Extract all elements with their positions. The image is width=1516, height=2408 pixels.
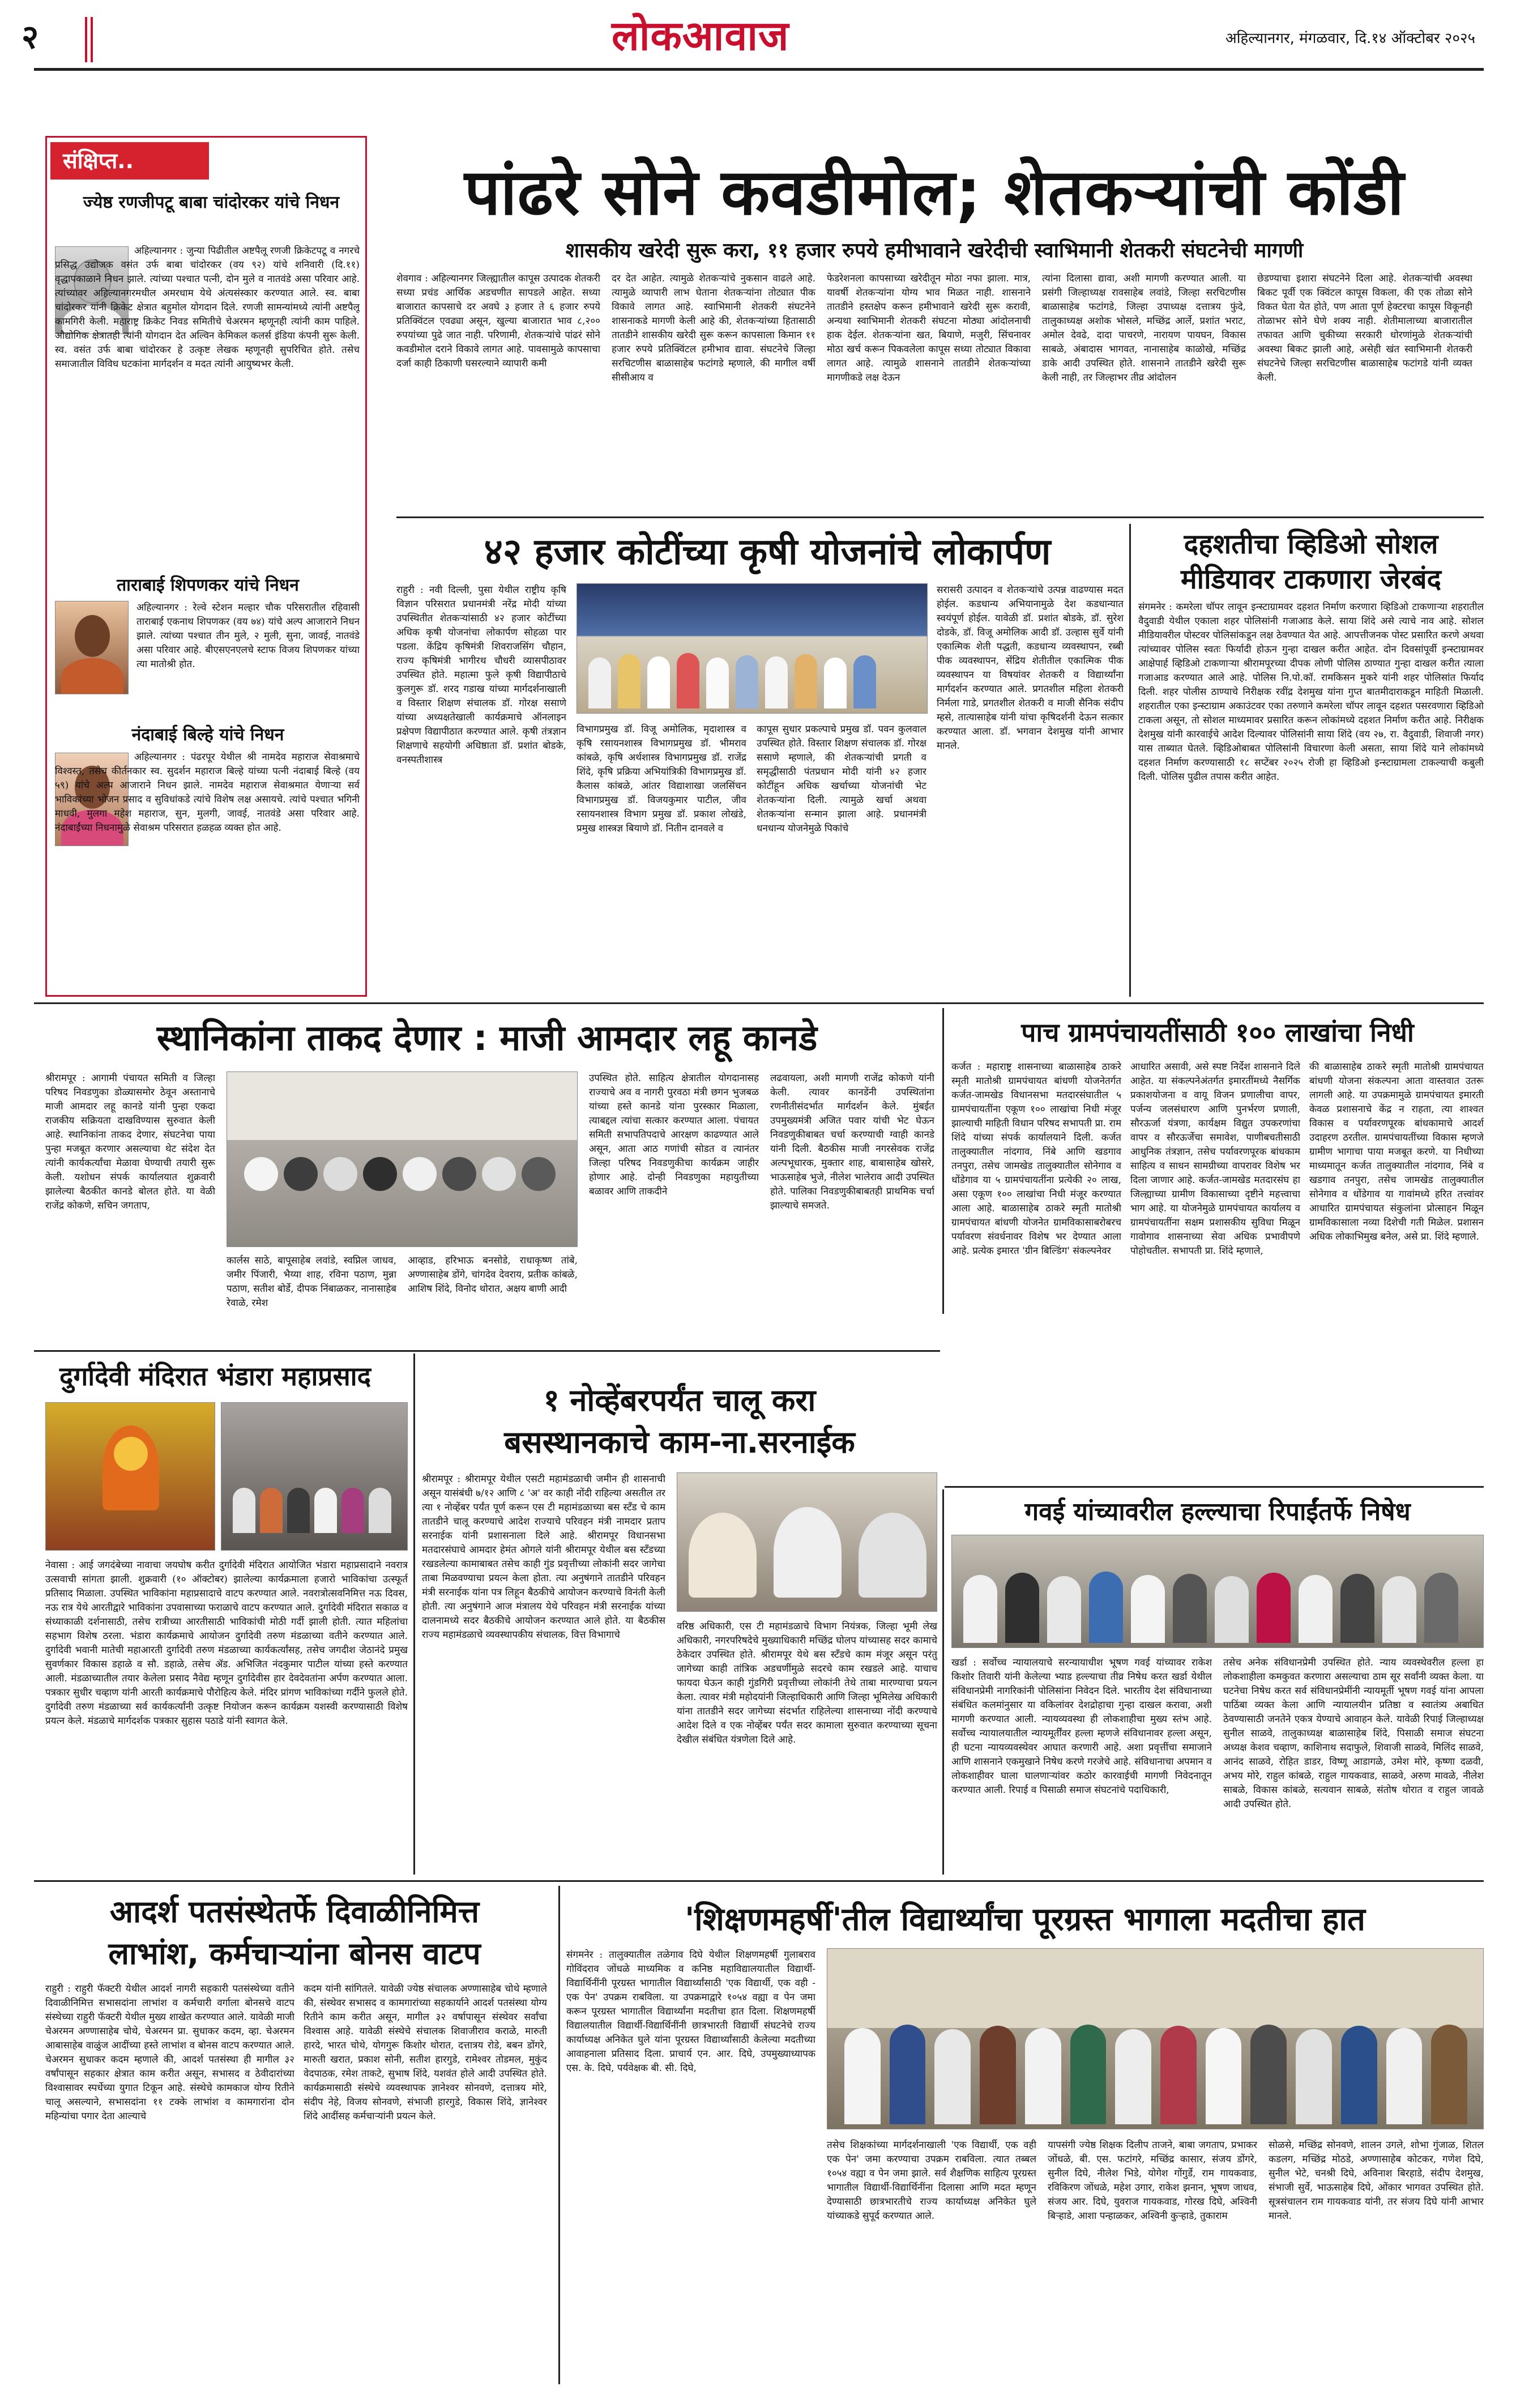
bus-photo [677,1472,937,1612]
durgadevi-photo-left [45,1402,215,1551]
krushi-col-4: सरासरी उत्पादन व शेतकऱ्यांचे उत्पन्न वाढण्यास मदत होईल. कडधान्य अभियानामुळे देश कडधान्यात स्वयंपूर्ण होईल. यावेळी डॉ. प्रशांत बोडके, डॉ. सुरेश दोडके, डॉ. विजू अमोलिक आदी डॉ. उल्हास सुर्वे यांनी एकात्मिक शेती पद्धती, कडधान्य व्यवस्थापन, रब्बी पीक व्यवस्थापन, सेंद्रिय शेतीतील एकात्मिक पीक व्यवस्थापन या विषयांवर शेतकरी व विद्यार्थ्यांना मार्गदर्शन करण्यात आले. प्रगतशील महिला शेतकरी निर्मला गाडे, प्रगतशील शेतकरी व माजी सैनिक संदीप म्हसे, तात्यासाहेब यांनी यांचा कृषिदर्शनी देऊन सत्कार करण्यात आला. डॉ. भगवान देशमुख यांनी आभार मानले. [937,584,1124,752]
krushi-photo [576,583,928,714]
briefs-sidebar [45,136,367,997]
lead-col-2: दर देत आहेत. त्यामुळे शेतकऱ्यांचे नुकसान वाढले आहे. त्यामुळे व्यापारी लाभ घेताना शेतकऱ्यांना तोट्यात पीक विकावे लागत आहे. स्वाभिमानी शेतकरी संघटनेने शासनाकडे मागणी केली आहे की, शेतकऱ्यांच्या हितासाठी तातडीने शासकीय खरेदी सुरू करून कापसाला किमान ११ हजार रुपये प्रतिक्विंटल हमीभाव द्यावा. संघटनेचे जिल्हा सरचिटणीस बाळासाहेब फटांगडे म्हणाले, की मागील वर्षी सीसीआय व [612,273,815,383]
brief-3-heading: नंदाबाई बिल्हे यांचे निधन [131,725,284,745]
brief-1-heading: ज्येष्ठ रणजीपटू बाबा चांदोरकर यांचे निधन [83,193,340,212]
briefs-title: संक्षिप्त.. [50,142,209,180]
lead-col-4: त्यांना दिलासा द्यावा, अशी मागणी करण्यात आली. या प्रसंगी जिल्हाध्यक्ष रावसाहेब लवांडे, जिल्हा सरचिटणीस बाळासाहेब फटांगडे, जिल्हा उपाध्यक्ष दत्तात्रय फुंदे, तालुकाध्यक्ष अशोक भोसले, मच्छिंद्र आर्ले, प्रशांत भराट, अमोल देवढे, दादा पाचरणे, नारायण पायघन, विकास साबळे, अंबादास भागवत, नानासाहेब काळोखे, मच्छिंद्र डाके आदी उपस्थित होते. शासनाने तातडीने खरेदी सुरू केली नाही, तर जिल्हाभर तीव्र आंदोलन [1042,273,1246,383]
durgadevi-photo-right [221,1402,408,1551]
kande-col-5: लढवायला, अशी मागणी राजेंद्र कोकणे यांनी केली. त्यावर कानडेंनी उपस्थितांना रणनीतीसंदर्भात मार्गदर्शन केले. मुंबईत उपमुख्यमंत्री अजित पवार यांची भेट घेऊन निवडणुकीबाबत चर्चा करण्याची ग्वाही कानडे यांनी दिली. बैठकीस माजी नगरसेवक राजेंद्र अल्पभूधारक, मुक्तार शाह, बाबासाहेब खोसरे, भाऊसाहेब भुजे, नीलेश भालेराव आदी उपस्थित होते. पालिका निवडणुकीबाबतही प्राथमिक चर्चा झाल्याचे समजते. [770,1073,934,1211]
krushi-col-3: कापूस सुधार प्रकल्पाचे प्रमुख डॉ. पवन कुलवाल उपस्थित होते. विस्तार शिक्षण संचालक डॉ. गोरक्ष ससाणे म्हणाले, की शेतकऱ्यांची प्रगती व समृद्धीसाठी पंतप्रधान मोदी यांनी ४२ हजार कोटींहून अधिक खर्चाच्या योजनांची भेट शेतकऱ्यांना दिली. त्यामुळे खर्चा अथवा शेतकऱ्यांना सन्मान झाला आहे. प्रधानमंत्री धनधान्य योजनेमुळे पिकांचे [757,724,926,834]
rule-above-gavai [945,1486,1484,1488]
gram-col-1: कर्जत : महाराष्ट्र शासनाच्या बाळासाहेब ठाकरे स्मृती मातोश्री ग्रामपंचायत बांधणी योजनेतर्गत कर्जत-जामखेड विधानसभा मतदारसंघातील ५ ग्रामपंचायतींना एकूण १०० लाखांचा निधी मंजूर झाल्याची माहिती विधान परिषद सभापती प्रा. राम शिंदे यांच्या संपर्क कार्यालयाने दिली. कर्जत तालुक्यातील नांदगाव, निंबे आणि खडगाव तनपुरा, तसेच जामखेड तालुक्यातील सोनेगाव व धोंडेगाव या ५ ग्रामपंचायतींना प्रत्येकी २० लाख, असा एकूण १०० लाखांचा निधी मंजूर करण्यात आला आहे. बाळासाहेब ठाकरे स्मृती मातोश्री ग्रामपंचायत बांधणी योजनेत ग्रामविकासाबरोबरच पर्यावरण संवर्धनावर विशेष भर देण्यात आला आहे. प्रत्येक इमारत 'ग्रीन बिल्डिंग' संकल्पनेवर [951,1061,1121,1257]
bus-col-2: वरिष्ठ अधिकारी, एस टी महामंडळाचे विभाग नियंत्रक, जिल्हा भूमी लेख अधिकारी, नगरपरिषदेचे मुख्याधिकारी मच्छिंद्र घोलप यांच्यासह सदर कामाचे ठेकेदार उपस्थित होते. श्रीरामपूर येथे बस स्टँडचे काम मंजूर असून परंतु जागेच्या काही तांत्रिक अडचणींमुळे सदरचे काम रखडले आहे. याचाच फायदा घेऊन काही गुंडगिरी प्रवृत्तीच्या लोकांनी तेथे ताबा मारण्याचा प्रयत्न केला. त्यावर मंत्री महोदयांनी जिल्हाधिकारी आणि जिल्हा भूमिलेख अधिकारी यांना तातडीने सदर जागेच्या संदर्भात राहिलेल्या शासनाच्या नोंदी करण्याचे आदेश दिले व एक नोव्हेंबर पर्यंत सदर कामाला सुरुवात करण्याच्या सूचना देखील संबंधित यंत्रणेला दिले आहे. [677,1621,937,1745]
bus-col-1: श्रीरामपूर : श्रीरामपूर येथील एसटी महामंडळाची जमीन ही शासनाची असून यासंबंधी ७/१२ आणि ८ 'अ' वर काही नोंदी राहिल्या असतील तर त्या १ नोव्हेंबर पर्यंत पूर्ण करून एस टी महामंडळाच्या बस स्टँड चे काम तातडीने चालू करण्याचे आदेश राज्याचे परिवहन मंत्री नामदार प्रताप सरनाईक यांनी प्रशासनाला दिले आहे. श्रीरामपूर विधानसभा मतदारसंघाचे आमदार हेमंत ओगले यांनी श्रीरामपूर येथील बस स्टँडच्या रखडलेल्या कामाबाबत तसेच काही गुंड प्रवृत्तीच्या लोकांनी सदर जागेचा ताबा मिळवण्याचा प्रयत्न केला होता. त्या अनुषंगाने तातडीने परिवहन मंत्री सरनाईक यांना पत्र लिहून बैठकीचे आयोजन करण्याचे विनंती केली होती. त्या अनुषंगाने आज मंत्रालय येथे परिवहन मंत्री सरनाईक यांच्या दालनामध्ये सदर बैठकीचे आयोजन करण्यात आले होते. या बैठकीस राज्य महामंडळाचे व्यवस्थापकीय संचालक, वित्त विभागाचे [422,1474,665,1641]
lead-col-5: छेडण्याचा इशारा संघटनेने दिला आहे. शेतकऱ्यांची अवस्था बिकट पूर्वी एक क्विंटल कापूस विकला, की एक तोळा सोने विकत घेता येत होते, पण आता पूर्ण हेक्टरचा कापूस विकूनही तोळाभर सोने घेणे शक्य नाही. शेतीमालाच्या बाजारातील तफावत आणि चुकीच्या सरकारी धोरणांमुळे शेतकऱ्यांची अवस्था बिकट झाली आहे, असेही खंत स्वाभिमानी शेतकरी संघटनेचे जिल्हा सरचिटणीस बाळासाहेब फटांगडे यांनी व्यक्त केली. [1257,273,1472,383]
brief-2-body: अहिल्यानगर : रेल्वे स्टेशन मल्हार चौक परिसरातील रहिवासी ताराबाई एकनाथ शिपणकर (वय ७४) यांचे अल्प आजाराने निधन झाले. त्यांच्या पश्चात तीन मुले, २ मुली, सुना, जावई, नातवंडे असा परिवार आहे. बीएसएनएलचे स्टाफ विजय शिपणकर यांच्या त्या मातोश्री होत. [136,602,360,670]
header-rule [34,68,1484,71]
lead-subhead: शासकीय खरेदी सुरू करा, ११ हजार रुपये हमीभावाने खरेदीची स्वाभिमानी शेतकरी संघटनेची मागणी [565,239,1304,262]
lead-col-3: फेडरेशनला कापसाच्या खरेदीतून मोठा नफा झाला. मात्र, यावर्षी शेतकऱ्यांना योग्य भाव मिळत नाही. शासनाने तातडीने हस्तक्षेप करून हमीभावाने खरेदी सुरू करावी, अन्यथा स्वाभिमानी शेतकरी संघटना मोठ्या आंदोलनाची हाक देईल. शेतकऱ्यांना खत, बियाणे, मजुरी, सिंचनावर मोठा खर्च करून पिकवलेला कापूस सध्या तोट्यात विकावा लागत आहे. त्यामुळे शासनाने तातडीने शेतकऱ्यांच्या मागणीकडे लक्ष देऊन [827,273,1031,383]
rule-below-kande [34,1350,940,1352]
kande-photo-caption: कार्लस साठे, बापूसाहेब लवांडे, स्वप्निल जाधव, जमीर पिंजारी, भैय्या शाह, रविना पठाण, मुन्ना पठाण, सतीश बोर्डे, दीपक निंबाळकर, नानासाहेब रेवाळे, रमेश [227,1255,396,1309]
shikshan-col-2: तसेच शिक्षकांच्या मार्गदर्शनाखाली 'एक विद्यार्थी, एक वही एक पेन' जमा करण्याचा उपक्रम राबविला. त्यात तब्बल १०५४ वह्या व पेन जमा झाले. सर्व शैक्षणिक साहित्य पूरग्रस्त भागातील विद्यार्थी-विद्यार्थिनींना दिलासा आणि मदत म्हणून देण्यासाठी छात्रभारतीचे राज्य कार्याध्यक्ष अनिकेत घुले यांच्याकडे सुपूर्द करण्यात आले. [827,2140,1036,2222]
brief-2-photo [55,601,129,694]
dahshat-body: संगमनेर : कमरेला चॉपर लावून इन्स्टाग्रामवर दहशत निर्माण करणारा व्हिडिओ टाकणाऱ्या शहरातील वैदुवाडी येथील एकाला शहर पोलिसांनी गजाआड केले. साया शिंदे असे त्याचे नाव आहे. सोशल मीडियावरील पोस्टवर पोलिसांकडून लक्ष ठेवण्यात येत आहे. आपत्तीजनक पोस्ट प्रसारित करणे अथवा त्यांच्यावर पोलिस स्वतः फिर्यादी होऊन गुन्हा दाखल करीत आहेत. दोन दिवसांपूर्वी इन्स्टाग्रामवर आक्षेपार्ह व्हिडिओ टाकणाऱ्या श्रीरामपूरच्या दीपक लोणी पोलिस ठाण्यात गुन्हा दाखल करीत त्याला गजाआड करण्यात आले आहे. पोलिस नि.पो.कॉ. रामकिसन मुकरे यांनी शहर पोलिसांत फिर्याद दिली. शहर पोलीस ठाण्याचे निरीक्षक रवींद्र देशमुख यांना गुप्त बातमीदाराकडून माहिती मिळाली. शहरातील एका इन्स्टाग्राम अकाउंटवर एका तरुणाने कमरेला चॉपर लावून दहशत पसरवणारा व्हिडिओ टाकला असून, तो सोशल माध्यमावर प्रसारित करून लोकांमध्ये दहशत निर्माण करीत आहे. निरीक्षक देशमुख यांनी कारवाईचे आदेश दिल्यावर पोलिसांनी साया शिंदे (वय २७, रा. वैदुवाडी, शिवाजी नगर) यास ताब्यात घेतले. व्हिडिओबाबत पोलिसांनी विचारणा केली असता, साया शिंदे याने लोकांमध्ये दहशत निर्माण करण्यासाठी १८ सप्टेंबर २०२५ रोजी हा व्हिडिओ इन्स्टाग्रामला टाकल्याची कबुली दिली. पोलिस पुढील तपास करीत आहेत. [1138,601,1484,783]
durgadevi-body: नेवासा : आई जगदंबेच्या नावाचा जयघोष करीत दुर्गादेवी मंदिरात आयोजित भंडारा महाप्रसादाने नवरात्र उत्सवाची सांगता झाली. शुक्रवारी (१० ऑक्टोबर) झालेल्या कार्यक्रमाला हजारो भाविकांचा उत्स्फूर्त प्रतिसाद मिळाला. उपस्थित भाविकांना महाप्रसादाचे वाटप करण्यात आले. नवरात्रोत्सवनिमित्त नऊ दिवस, नऊ रात्र येथे आरतीद्वारे भाविकांना उपवासाच्या फराळाचे वाटप करण्यात आले. दुर्गादेवी मंदिरात सकाळ व संध्याकाळी दर्शनासाठी, तसेच रात्रीच्या आरतीसाठी भाविकांची मोठी गर्दी झाली होती. त्यात महिलांचा सहभाग विशेष ठरला. भंडारा कार्यक्रमाचे आयोजन दुर्गादेवी तरुण मंडळाच्या वतीने करण्यात आले. दुर्गादेवी भवानी मातेची महाआरती दुर्गादेवी तरुण मंडळाच्या कार्यकर्त्यांसह, तसेच जगदीश जेठानंदे प्रमुख सुवर्णकार विकास डहाळे व सौ. डहाळे, तसेच ॲड. अभिजित नंदकुमार पाटील यांच्या हस्ते करण्यात आली. मंडळाच्यातील तयार केलेला प्रसाद नैवेद्य म्हणून दुर्गादेवीस हार देवदेवतांना अर्पण करण्यात आला. पत्रकार सुधीर चव्हाण यांनी आरती कार्यक्रमाचे पौरोहित्य केले. मंदिर प्रांगण भाविकांच्या गर्दीने फुलले होते. दुर्गादेवी तरुण मंडळाच्या सर्व कार्यकर्त्यांनी उत्कृष्ट नियोजन करून कार्यक्रम यशस्वी करण्यासाठी विशेष प्रयत्न केले. मंडळाचे मार्गदर्शक पत्रकार सुहास पठाडे यांनी स्वागत केले. [45,1560,408,1727]
header-marker-bars [85,17,93,62]
adarsh-col-2: कदम यांनी सांगितले. यावेळी ज्येष्ठ संचालक अण्णासाहेब चोथे म्हणाले की, संस्थेवर सभासद व कामगारांच्या सहकार्याने आदर्श पतसंस्था योग्य रितीने काम करीत असून, मागील ३२ वर्षापासून संस्थेवर सर्वांचा विश्वास आहे. यावेळी संस्थेचे संचालक शिवाजीराव कराळे, मारुती हारदे, भारत चोथे, योगगुरू किशोर थोरात, दत्तात्रय रोडे, बबन डोंगरे, मारुती खरात, प्रकाश सोनी, सतीश हारगुडे, रामेश्वर तोडमल, मुकुंद वेदपाठक, रमेश ताकटे, सुभाष शिंदे, यशवंत होले आदी उपस्थित होते. कार्यक्रमासाठी संस्थेचे व्यवस्थापक ज्ञानेश्वर सोनवणे, दत्तात्रय मोरे, संदीप नेहे, विजय सोनवणे, संभाजी हारगुडे, विकास शिंदे, ज्ञानेश्वर शिंदे आदींसह कर्मचाऱ्यांनी प्रयत्न केले. [304,1983,547,2122]
vrule-gram [942,1008,944,1314]
page-number: २ [22,18,39,56]
shikshan-col-3: यापसंगी ज्येष्ठ शिक्षक दिलीप ताजने, बाबा जगताप, प्रभाकर जोंधळे, बी. एस. फटांगरे, मच्छिंद्र कासार, संजय डोंगरे, सुनील दिघे, नीलेश भिडे, योगेश गोंगुर्डे, राम गायकवाड, रविकिरण जोंधळे, महेश उगार, राकेश झनान, भूषण जाधव, संजय आर. दिघे, युवराज गायकवाड, गोरख दिघे, अश्विनी बिऱ्हाडे, आशा पन्हाळकर, अश्विनी कुऱ्हाडे, तुकाराम [1048,2140,1257,2222]
brief-2-heading: ताराबाई शिपणकर यांचे निधन [117,575,299,595]
rule-below-lead [396,516,1484,518]
gavai-col-1: खर्डा : सर्वोच्च न्यायालयाचे सरन्यायाधीश भूषण गवई यांच्यावर राकेश किशोर तिवारी यांनी केलेल्या भ्याड हल्ल्याचा तीव्र निषेध करत खर्डा येथील संविधानप्रेमी नागरिकांनी पोलिसांना निवेदन दिले. भारतीय देश संविधानाच्या संबंधित कलमांनुसार या वकिलांवर देशद्रोहाचा गुन्हा दाखल करावा, अशी मागणी करण्यात आली. न्यायव्यवस्था ही लोकशाहीचा मुख्य स्तंभ आहे. सर्वोच्च न्यायालयातील न्यायमूर्तींवर हल्ला म्हणजे संविधानावर हल्ला असून, ही घटना न्यायव्यवस्थेवर आघात करणारी आहे. अशा प्रवृत्तींचा समाजाने आणि शासनाने एकमुखाने निषेध करणे गरजेचे आहे. संविधानाचा अपमान व लोकशाहीवर घाला घालणाऱ्यांवर कठोर कारवाईची मागणी निवेदनातून करण्यात आली. रिपाई व पिसाळी समाज संघटनांचे पदाधिकारी, [951,1657,1212,1796]
gavai-col-2: तसेच अनेक संविधानप्रेमी उपस्थित होते. न्याय व्यवस्थेवरील हल्ला हा लोकशाहीला कमकुवत करणारा असल्याचा ठाम सूर सर्वांनी व्यक्त केला. या घटनेचा निषेध करत सर्व संविधानप्रेमींनी न्यायमूर्ती भूषण गवई यांना आपला पाठिंबा व्यक्त केला आणि न्यायालयीन प्रतिष्ठा व स्वातंत्र्य अबाधित ठेवण्यासाठी जनतेने एकत्र येण्याचे आवाहन केले. यावेळी रिपाई जिल्हाध्यक्ष सुनील साळवे, तालुकाध्यक्ष बाळासाहेब शिंदे, पिसाळी समाज संघटना अध्यक्ष केशव चव्हाण, काशिनाथ सदाफुले, शिवाजी साळवे, मिलिंद साळवे, आनंद साळवे, रोहित डाडर, विष्णू आडागळे, उमेश मोरे, कृष्णा दळवी, अभय मोरे, राहुल कांबळे, राहुल गायकवाड, साळवे, अरुण मावळे, नीलेश साबळे, विकास कांबळे, सत्यवान साबळे, संतोष थोरात व राहुल जावळे आदी उपस्थित होते. [1223,1657,1484,1810]
kande-col-1: श्रीरामपूर : आगामी पंचायत समिती व जिल्हा परिषद निवडणुका डोळ्यासमोर ठेवून अस्तानाचे माजी आमदार लहू कानडे यांनी पुन्हा एकदा राजकीय सक्रियता दाखविण्यास सुरुवात केली आहे. स्थानिकांना ताकद देणार, संघटनेचा पाया पुन्हा मजबूत करणार असल्याचा थेट संदेश देत त्यांनी कार्यकर्त्यांचा मेळावा घेण्याची तयारी सुरू केली. यशोधन संपर्क कार्यालयात शुक्रवारी झालेल्या बैठकीत कानडे बोलत होते. या वेळी राजेंद्र कोकणे, सचिन जगताप, [45,1073,215,1211]
brief-3-body: अहिल्यानगर : पंढरपूर येथील श्री नामदेव महाराज सेवाश्रमाचे विश्वस्त, तसेच कीर्तनकार स्व. सुदर्शन महाराज बिल्हे यांच्या पत्नी नंदाबाई बिल्हे (वय ५९) यांचे अल्प आजाराने निधन झाले. नामदेव महाराज सेवाश्रमात येणाऱ्या सर्व भाविकांच्या भोजन प्रसाद व सुविधांकडे त्यांचे विशेष लक्ष असायचे. त्यांचे पश्चात भगिनी माधवी, मुलगा महेश महाराज, सुन, मुलगी, जावई, नातवंडे असा परिवार आहे. नंदाबाईंच्या निधनामुळे सेवाश्रम परिसरात हळहळ व्यक्त होत आहे. [55,752,360,834]
shikshan-col-1: संगमनेर : तालुक्यातील तळेगाव दिघे येथील शिक्षणमहर्षी गुलाबराव गोविंदराव जोंधळे माध्यमिक व कनिष्ठ महाविद्यालयातील विद्यार्थी-विद्यार्थिनींनी पूरग्रस्त भागातील विद्यार्थ्यांसाठी 'एक विद्यार्थी, एक वही - एक पेन' उपक्रम राबविला. या उपक्रमाद्वारे १०५४ वह्या व पेन जमा करून पूरग्रस्त भागातील विद्यार्थ्यांना मदतीचा हात दिला. शिक्षणमहर्षी विद्यालयातील विद्यार्थी-विद्यार्थिनींनी छात्रभारती विद्यार्थी संघटनेचे राज्य कार्याध्यक्ष अनिकेत घुले यांना पूरग्रस्त विद्यार्थ्यांसाठी केलेल्या मदतीच्या आवाहनाला प्रतिसाद दिला. प्राचार्य एन. आर. दिघे, उपमुख्याध्यापक एस. के. दिघे, पर्यवेक्षक बी. सी. दिघे, [566,1949,815,2074]
dateline: अहिल्यानगर, मंगळवार, दि.१४ ऑक्टोबर २०२५ [1225,30,1475,47]
lead-headline: पांढरे सोने कवडीमोल; शेतकऱ्यांची कोंडी [464,156,1404,229]
gram-headline: पाच ग्रामपंचायतींसाठी १०० लाखांचा निधी [1021,1017,1414,1048]
gram-col-3: की बाळासाहेब ठाकरे स्मृती मातोश्री ग्रामपंचायत बांधणी योजना संकल्पना आता वास्तवात उतरू लागली आहे. या उपक्रमामुळे ग्रामपंचायत इमारती केवळ प्रशासनाचे केंद्र न राहता, त्या शाश्वत विकास व पर्यावरणपूरक बांधकामाचे आदर्श उदाहरण ठरतील. ग्रामपंचायतींच्या विकास म्हणजे ग्रामीण भागाचा पाया मजबूत करणे. या निधीच्या माध्यमातून कर्जत तालुक्यातील नांदगाव, निंबे व खडगाव तनपुरा, तसेच जामखेड तालुक्यातील सोनेगाव व धोंडेगाव या गावांमध्ये हरित तत्त्वांवर आधारित ग्रामपंचायत संकुलांना प्रोत्साहन मिळून ग्रामविकासाला नव्या दिशेची गती मिळेल. प्रशासन अधिक लोकाभिमुख बनेल, असे प्रा. शिंदे म्हणाले. [1309,1061,1484,1243]
adarsh-headline-1: आदर्श पतसंस्थेतर्फे दिवाळीनिमित्त [109,1894,480,1929]
kande-headline: स्थानिकांना ताकद देणार : माजी आमदार लहू कानडे [156,1017,818,1058]
shikshan-col-4: सोळसे, मच्छिंद्र सोनवणे, शालन उगले, शोभा गुंजाळ, शितल कडलग, मच्छिंद्र मोठडे, अण्णासाहेब कोटकर, गणेश दिघे, सुनील भेटे, चनश्री दिघे, अविनाश बिरहाडे, संदीप देशमुख, संभाजी सुर्वे, भाऊसाहेब दिघे, ओंकार भागवत उपस्थित होते. सूत्रसंचालन राम गायकवाड यांनी, तर संजय दिघे यांनी आभार मानले. [1269,2140,1484,2222]
adarsh-col-1: राहुरी : राहुरी फॅक्टरी येथील आदर्श नागरी सहकारी पतसंस्थेच्या वतीने दिवाळीनिमित्त सभासदांना लाभांश व कर्मचारी वर्गाला बोनसचे वाटप संस्थेच्या राहुरी फॅक्टरी येथील मुख्य शाखेत करण्यात आले. यावेळी माजी चेअरमन अण्णासाहेब चोथे, चेअरमन प्रा. सुधाकर कदम, व्हा. चेअरमन आबासाहेब वाळुंज आदींच्या हस्ते लाभांश व बोनस वाटप करण्यात आले. चेअरमन सुधाकर कदम म्हणाले की, आदर्श पतसंस्था ही मागील ३२ वर्षांपासून सहकार क्षेत्रात काम करीत असून, सभासद व ठेवीदारांच्या विश्वासावर स्पर्धेच्या युगात टिकून आहे. संस्थेचे कामकाज योग्य रितीने चालू असल्याने, सभासदांना ११ टक्के लाभांश व कामगारांना दोन महिन्यांचा पगार देता आल्याचे [45,1983,294,2122]
vrule-bus [413,1354,415,1875]
kande-photo [227,1071,578,1247]
krushi-col-2: विभागप्रमुख डॉ. विजू अमोलिक, मृदाशास्त्र व कृषि रसायनशास्त्र विभागप्रमुख डॉ. भीमराव कांबळे, कृषि अर्थशास्त्र विभागप्रमुख डॉ. राजेंद्र शिंदे, कृषि प्रक्रिया अभियांत्रिकी विभागप्रमुख डॉ. कैलास कांबळे, आंतर विद्याशाखा जलसिंचन विभागप्रमुख डॉ. विजयकुमार पाटील, जीव रसायनशास्त्र विभाग प्रमुख डॉ. प्रकाश लोखंडे, प्रमुख शास्त्रज्ञ बियाणे डॉ. नितीन दानवले व [576,724,746,834]
gavai-photo [951,1535,1484,1648]
krushi-col-1: राहुरी : नवी दिल्ली, पुसा येथील राष्ट्रीय कृषि विज्ञान परिसरात प्रधानमंत्री नरेंद्र मोदी यांच्या उपस्थितीत शेतकऱ्यांसाठी ४२ हजार कोटींच्या अधिक कृषी योजनांचा लोकार्पण सोहळा पार पडला. केंद्रिय कृषिमंत्री शिवराजसिंग चौहान, राज्य कृषिमंत्री भागीरथ चौधरी व्यासपीठावर उपस्थित होते. महात्मा फुले कृषी विद्यापीठाचे कुलगुरू डॉ. शरद गडाख यांच्या मार्गदर्शनाखाली व विस्तार शिक्षण संचालक डॉ. गोरक्ष ससाणे यांच्या अध्यक्षतेखाली कार्यक्रमाचे ऑनलाइन प्रक्षेपण विद्यापीठात करण्यात आले. कृषी तंत्रज्ञान शिक्षणाचे सहयोगी अधिष्ठाता डॉ. प्रशांत बोडके, वनस्पतीशास्त्र [396,584,566,766]
shikshan-photo [827,1948,1484,2129]
vrule-gavai [942,1489,944,1875]
dahshat-headline: दहशतीचा व्हिडिओ सोशल मीडियावर टाकणारा जेरबंद [1180,528,1442,595]
durgadevi-headline: दुर्गादेवी मंदिरात भंडारा महाप्रसाद [59,1361,371,1391]
bus-headline-1: १ नोव्हेंबरपर्यंत चालू करा [543,1382,816,1418]
vrule-shikshan [558,1886,560,2384]
kande-col-4: उपस्थित होते. साहित्य क्षेत्रातील योगदानासह राज्याचे अव व नागरी पुरवठा मंत्री छगन भुजबळ यांच्या हस्ते कानडे यांना पुरस्कार मिळाला, त्याबद्दल त्यांचा सत्कार करण्यात आला. पंचायत समिती सभापतिपदाचे आरक्षण काढण्यात आले असून, आता आठ गणांची सोडत व त्यानंतर जिल्हा परिषद निवडणुकीचा कार्यक्रम जाहीर होणार आहे. दोन्ही निवडणुका महायुतीच्या बळावर आणि ताकदीने [589,1073,759,1197]
vrule-krushi [1129,524,1131,997]
kande-col-3: आव्हाड, हरिभाऊ बनसोडे, राधाकृष्ण तांबे, अण्णासाहेब डोंगे, चांगदेव देवराय, प्रतीक कांबळे, आशिष शिंदे, विनोद थोरात, अक्षय बाणी आदी [408,1255,578,1295]
rule-below-middle [34,1880,1484,1882]
shikshan-headline: 'शिक्षणमहर्षी'तील विद्यार्थ्यांचा पूरग्रस्त भागाला मदतीचा हात [685,1901,1365,1938]
lead-col-1: शेवगाव : अहिल्यानगर जिल्ह्यातील कापूस उत्पादक शेतकरी सध्या प्रचंड आर्थिक अडचणीत सापडले आहेत. सध्या बाजारात कापसाचे दर अवघे ३ हजार ते ६ हजार रुपये प्रतिक्विंटल एवढ्या असून, खुल्या बाजारात भाव ८,२०० रुपयांच्या पुढे जात नाही. परिणामी, शेतकऱ्यांचे पांढरं सोने कवडीमोल दराने विकावे लागत आहे. पावसामुळे कापसाचा दर्जा काही ठिकाणी घसरल्याने व्यापारी कमी [396,273,600,369]
adarsh-headline-2: लाभांश, कर्मचाऱ्यांना बोनस वाटप [108,1936,481,1971]
gram-col-2: आधारित असावी, असे स्पष्ट निर्देश शासनाने दिले आहेत. या संकल्पनेअंतर्गत इमारतींमध्ये नैसर्गिक प्रकाशयोजना व वायू विजन प्रणालीचा वापर, पर्जन्य जलसंधारण आणि पुनर्भरण प्रणाली, सौरऊर्जा यंत्रणा, कार्यक्षम विद्युत उपकरणांचा वापर व सौरऊर्जेचा समावेश, पाणीबचतीसाठी आधुनिक तंत्रज्ञान, तसेच पर्यावरणपूरक बांधकाम साहित्य व साधन सामग्रीच्या वापरावर विशेष भर दिला जाणार आहे. कर्जत-जामखेड मतदारसंघ हा जिल्ह्याच्या ग्रामीण विकासाच्या दृष्टीने महत्त्वाचा भाग आहे. या योजनेमुळे ग्रामपंचायत कार्यालय व ग्रामपंचायतींना सक्षम प्रशासकीय सुविधा मिळून गावोगाव शासनाच्या सेवा अधिक प्रभावीपणे पोहोचतील. सभापती प्रा. शिंदे म्हणाले, [1130,1061,1300,1257]
rule-below-krushi [34,1002,1484,1004]
gavai-headline: गवई यांच्यावरील हल्ल्याचा रिपाईंतर्फे निषेध [1024,1497,1411,1526]
masthead-logo: लोकआवाज [612,12,789,59]
krushi-headline: ४२ हजार कोटींच्या कृषी योजनांचे लोकार्पण [484,531,1051,573]
brief-1-body: अहिल्यानगर : जुन्या पिढीतील अष्टपैलू रणजी क्रिकेटपटू व नगरचे प्रसिद्ध उद्योजक वसंत उर्फ बाबा चांदोरकर (वय ९२) यांचे शनिवारी (दि.११) वृद्धापकाळाने निधन झाले. त्यांच्या पश्चात पत्नी, दोन मुले व नातवंडे असा परिवार आहे. त्यांच्यावर अहिल्यानगरमधील अमरधाम येथे अंत्यसंस्कार करण्यात आले. स्व. बाबा चांदोरकर यांनी क्रिकेट क्षेत्रात बहुमोल योगदान दिले. रणजी सामन्यांमध्ये त्यांनी अष्टपैलू कामगिरी केली. महाराष्ट्र क्रिकेट निवड समितीचे चेअरमन म्हणूनही त्यांनी काम पाहिले. औद्योगिक क्षेत्रातही त्यांनी योगदान देत अल्विन केमिकल कलर्स इंडिया कंपनी सुरू केली. स्व. वसंत उर्फ बाबा चांदोरकर हे उत्कृष्ट लेखक म्हणूनही सुपरिचित होते. तसेच समाजातील विविध घटकांना मार्गदर्शन व मदत त्यांनी आयुष्यभर केली. [55,245,360,370]
bus-headline-2: बसस्थानकाचे काम-ना.सरनाईक [504,1424,855,1460]
